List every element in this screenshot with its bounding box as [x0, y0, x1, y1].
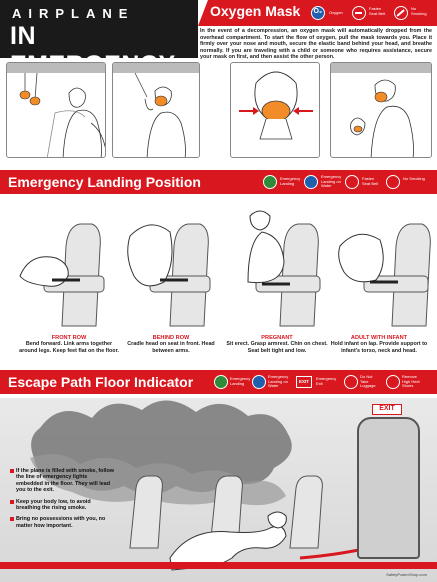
oxygen-step-1 — [6, 62, 106, 158]
seatbelt-icon — [345, 175, 359, 189]
oxygen-step-4 — [330, 62, 432, 158]
water-landing-legend-label: Emergency Landing on Water — [321, 174, 342, 188]
no-heels-legend-label: Remove High Heel Shoes — [402, 374, 420, 388]
position-heading: FRONT ROW — [51, 335, 87, 341]
exit-door — [357, 417, 420, 559]
list-item — [10, 468, 114, 494]
tip-text: Bring no possessions with you, no matter how important. — [16, 516, 106, 529]
position-text: Bend forward. Link arms together around legs. Keep feet flat on the floor. — [19, 341, 119, 354]
title-top: AIRPLANE — [12, 6, 135, 21]
landing-legend-label: Emergency Landing — [230, 376, 251, 386]
footer-credit: SafetyPosterShop.com — [386, 572, 427, 577]
no-smoking-legend-label: No Smoking — [411, 6, 427, 16]
page-title: IN — [10, 22, 36, 50]
position-text: Cradle head on seat in front. Head between arms. — [127, 341, 215, 354]
landing-icon — [214, 375, 228, 389]
seatbelt-icon — [352, 6, 366, 20]
position-heading: PREGNANT — [261, 335, 293, 341]
position-heading: BEHIND ROW — [152, 335, 190, 341]
floor-lighting-strip — [0, 562, 437, 569]
no-smoking-icon — [394, 6, 408, 20]
position-front-row — [16, 335, 122, 354]
oxygen-legend-label: Oxygen — [329, 10, 343, 15]
bullet-icon — [10, 500, 14, 504]
title-block — [0, 0, 198, 58]
no-luggage-legend-label: Do Not Take Luggage — [360, 374, 376, 388]
seatbelt-legend-label: Fasten Seat Belt — [369, 6, 386, 16]
water-landing-icon — [252, 375, 266, 389]
no-smoking-legend-label: No Smoking — [403, 176, 425, 181]
position-text: Hold infant on lap. Provide support to infant's torso, neck and head. — [330, 341, 428, 354]
bullet-icon — [10, 469, 14, 473]
oxygen-section-title: Oxygen Mask — [210, 3, 301, 19]
oxygen-step-3 — [230, 62, 320, 158]
no-smoking-icon — [386, 175, 400, 189]
oxygen-step-2 — [112, 62, 200, 158]
landing-icon — [263, 175, 277, 189]
oxygen-icon: O₂ — [311, 6, 325, 20]
tip-text: Keep your body low, to avoid breathing the rising smoke. — [16, 498, 91, 512]
emergency-exit-legend-label: Emergency Exit — [316, 376, 337, 386]
exit-sign: EXIT — [372, 404, 402, 415]
bullet-icon — [10, 517, 14, 521]
water-landing-icon — [304, 175, 318, 189]
oxygen-instructions: In the event of a decompression, an oxygen mask will automatically dropped from the overhead compartment. To start the flow of oxygen, pull the mask towards you. Place it firmly over your nose and mouth, secure the elastic band behind your head, and breathe normally. If you are traveling with a child or someone who requires assistance, secure your mask on first, and then assist the other person. — [200, 28, 432, 61]
landing-section-title: Emergency Landing Position — [8, 174, 201, 190]
position-text: Sit erect. Grasp armrest. Chin on chest. Seat belt tight and low. — [226, 341, 328, 354]
escape-tips — [10, 468, 114, 534]
landing-legend-label: Emergency Landing — [280, 176, 301, 186]
escape-section-title: Escape Path Floor Indicator — [8, 374, 194, 390]
position-adult-with-infant — [326, 335, 432, 354]
exit-icon: EXIT — [296, 376, 312, 388]
position-behind-row — [118, 335, 224, 354]
seatbelt-legend-label: Fasten Seat Belt — [362, 176, 379, 186]
list-item — [10, 516, 114, 529]
position-pregnant — [224, 335, 330, 354]
no-heels-icon — [386, 375, 400, 389]
tip-text: If the plane is filled with smoke, follow the line of emergency lights embedded in the floor. They will lead you to the exit. — [16, 468, 114, 494]
list-item — [10, 499, 114, 512]
water-landing-legend-label: Emergency Landing on Water — [268, 374, 289, 388]
position-heading: ADULT WITH INFANT — [350, 335, 408, 341]
no-luggage-icon — [344, 375, 358, 389]
